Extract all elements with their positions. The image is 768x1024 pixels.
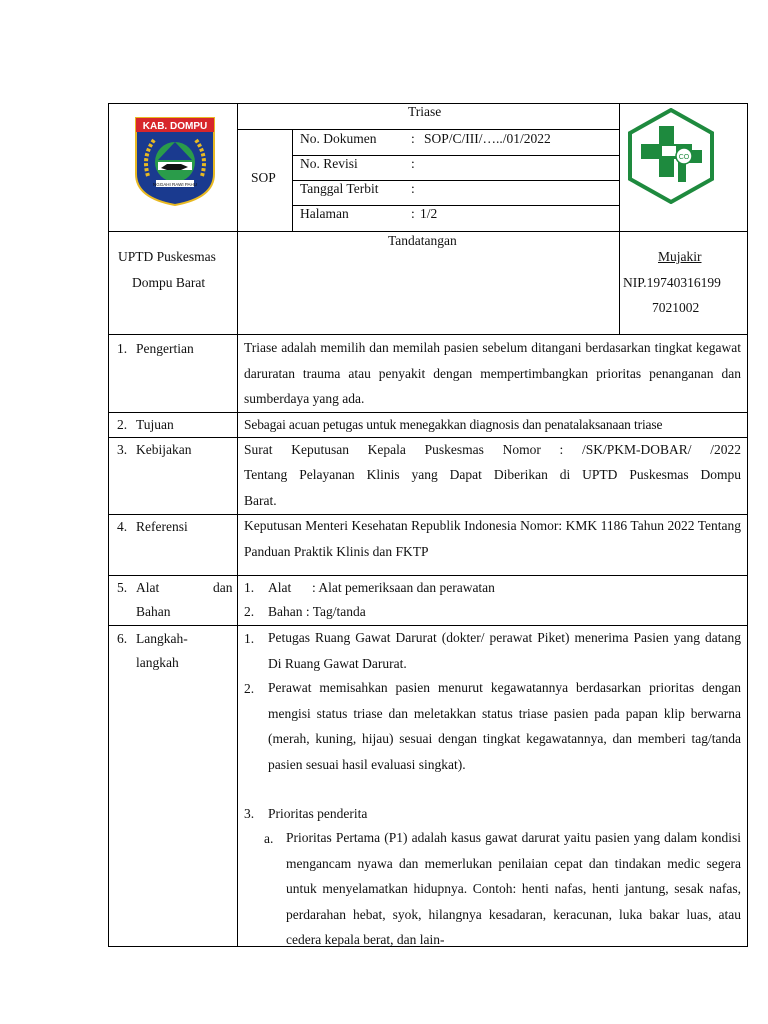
document-title: Triase bbox=[408, 104, 442, 119]
section-label-referensi: Referensi bbox=[136, 519, 188, 534]
rule bbox=[237, 129, 619, 130]
bahan-text: Bahan : Tag/tanda bbox=[268, 604, 366, 619]
section-label-dan: dan bbox=[213, 580, 233, 595]
step-number: 2. bbox=[244, 681, 255, 696]
sub-step-a-text: Prioritas Pertama (P1) adalah kasus gawat darurat yaitu pasien yang dalam kondisi mengancam nyawa dan memerlukan penilaian cepat dan tindakan medic segera untuk menyelamatkan hidupnya. Contoh: henti nafas, henti jantung, sesak nafas, perdarahan hebat, syok, hilangnya kesadaran, keracunan, luka bakar luas, atau cedera kepala berat, dan lain- bbox=[286, 830, 741, 947]
rule bbox=[108, 231, 748, 232]
no-dokumen-sep: : bbox=[411, 131, 415, 146]
tujuan-text: Sebagai acuan petugas untuk menegakkan diagnosis dan penatalaksanaan triase bbox=[244, 417, 663, 432]
step-3-text: Prioritas penderita bbox=[268, 806, 368, 821]
kab-dompu-logo bbox=[134, 116, 216, 206]
section-label-tujuan: Tujuan bbox=[136, 417, 174, 432]
signer-nip-line1: NIP.19740316199 bbox=[623, 275, 721, 290]
halaman-label: Halaman bbox=[300, 206, 349, 221]
sop-label: SOP bbox=[251, 170, 276, 185]
step-1-text: Petugas Ruang Gawat Darurat (dokter/ perawat Piket) menerima Pasien yang datang Di Ruang Gawat Darurat. bbox=[268, 630, 741, 671]
section-label-langkah-2: langkah bbox=[136, 655, 179, 670]
section-label-bahan: Bahan bbox=[136, 604, 171, 619]
section-number: 1. bbox=[117, 341, 128, 356]
puskesmas-logo bbox=[626, 108, 716, 204]
section-number: 2. bbox=[117, 417, 128, 432]
item-number: 2. bbox=[244, 604, 255, 619]
rule bbox=[108, 575, 748, 576]
sub-step-number: a. bbox=[264, 831, 274, 846]
table-border-right bbox=[747, 103, 748, 947]
alat-value: : Alat pemeriksaan dan perawatan bbox=[312, 580, 495, 595]
halaman-sep: : bbox=[411, 206, 415, 221]
section-number: 5. bbox=[117, 580, 128, 595]
logo-right-text: CO bbox=[678, 154, 690, 161]
kebijakan-line2: Tentang Pelayanan Klinis yang Dapat Diberikan di UPTD Puskesmas Dompu bbox=[244, 467, 741, 482]
halaman-value: 1/2 bbox=[420, 206, 438, 221]
item-number: 1. bbox=[244, 580, 255, 595]
signer-nip-line2: 7021002 bbox=[652, 300, 700, 315]
column-divider bbox=[237, 103, 238, 947]
no-dokumen-value: SOP/C/III/…../01/2022 bbox=[424, 131, 551, 146]
section-label-langkah: Langkah- bbox=[136, 631, 188, 646]
no-dokumen-label: No. Dokumen bbox=[300, 131, 377, 146]
pengertian-text: Triase adalah memilih dan memilah pasien sebelum ditangani berdasarkan tingkat kegawat daruratan trauma atau penyakit dengan mempertimbangkan prioritas penanganan dan sumberdaya yang ada. bbox=[244, 340, 741, 406]
section-label-alat: Alat bbox=[136, 580, 160, 595]
org-name-line1: UPTD Puskesmas bbox=[118, 249, 216, 264]
signer-name: Mujakir bbox=[658, 249, 702, 264]
step-number: 1. bbox=[244, 631, 255, 646]
alat-label: Alat bbox=[268, 580, 292, 595]
logo-left-motto: NGGAHI RAWI PAHU bbox=[152, 182, 198, 187]
column-divider bbox=[292, 129, 293, 231]
kebijakan-line3: Barat. bbox=[244, 493, 277, 508]
org-name-line2: Dompu Barat bbox=[132, 275, 206, 290]
tanggal-terbit-sep: : bbox=[411, 181, 415, 196]
step-number: 3. bbox=[244, 806, 255, 821]
column-divider bbox=[619, 103, 620, 334]
rule bbox=[108, 412, 748, 413]
no-revisi-sep: : bbox=[411, 156, 415, 171]
section-label-pengertian: Pengertian bbox=[136, 341, 194, 356]
kebijakan-line1: Surat Keputusan Kepala Puskesmas Nomor : /SK/PKM-DOBAR/ /2022 bbox=[244, 442, 741, 457]
tanggal-terbit-label: Tanggal Terbit bbox=[300, 181, 379, 196]
referensi-text: Keputusan Menteri Kesehatan Republik Indonesia Nomor: KMK 1186 Tahun 2022 Tentang Panduan Praktik Klinis dan FKTP bbox=[244, 518, 741, 559]
logo-left-text: KAB. DOMPU bbox=[142, 121, 208, 132]
signature-label: Tandatangan bbox=[388, 233, 457, 248]
step-2-text: Perawat memisahkan pasien menurut kegawatannya berdasarkan prioritas dengan mengisi status triase dan meletakkan status triase pasien pada papan klip berwarna (merah, kuning, hijau) sesuai dengan tingkat kegawatannya, dan memberi tag/tanda pasien sesuai hasil evaluasi singkat). bbox=[268, 680, 741, 772]
section-label-kebijakan: Kebijakan bbox=[136, 442, 192, 457]
table-border-left bbox=[108, 103, 109, 947]
section-number: 6. bbox=[117, 631, 128, 646]
section-number: 3. bbox=[117, 442, 128, 457]
section-number: 4. bbox=[117, 519, 128, 534]
no-revisi-label: No. Revisi bbox=[300, 156, 358, 171]
